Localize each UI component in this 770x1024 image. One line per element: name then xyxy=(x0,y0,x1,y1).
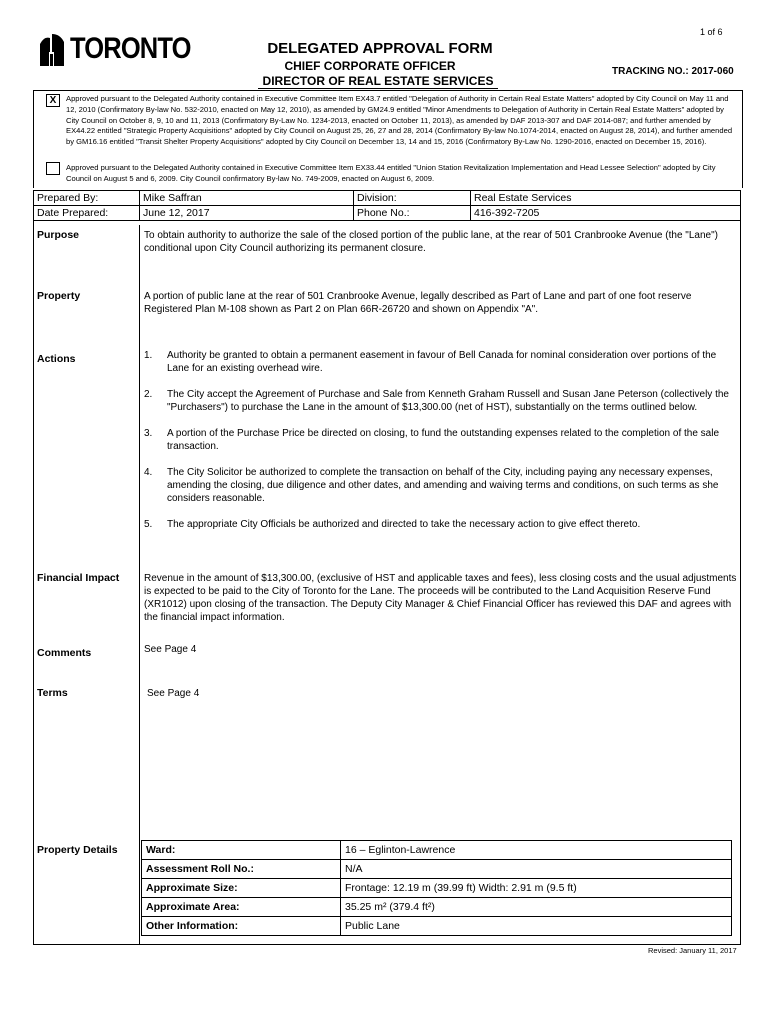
comments-label: Comments xyxy=(37,647,92,659)
approval-checkbox-1[interactable]: X xyxy=(46,94,60,107)
property-details-label: Property Details xyxy=(37,844,118,856)
property-label: Property xyxy=(37,290,81,302)
action-item: 2. The City accept the Agreement of Purchase and Sale from Kenneth Graham Russell and Susan Jane Peterson (collectively the "Purchasers") to purchase the Lane in the amount of $13,300.00 (net of HST), substantially on the terms outlined below. xyxy=(144,389,729,413)
title-underline xyxy=(258,88,498,89)
area-label: Approximate Area: xyxy=(142,898,341,917)
page-number: 1 of 6 xyxy=(700,27,723,37)
action-item: 3. A portion of the Purchase Price be directed on closing, to fund the outstanding expenses related to the completion of the sale transaction. xyxy=(144,428,720,452)
ward-value[interactable]: 16 – Eglinton-Lawrence xyxy=(341,841,732,860)
purpose-text: To obtain authority to authorize the sale of the closed portion of the public lane, at the rear of 501 Cranbrooke Avenue (the "Lane") conditional upon City Council authorizing its permanent closure. xyxy=(144,230,718,254)
financial-impact-label: Financial Impact xyxy=(37,572,120,584)
actions-label: Actions xyxy=(37,353,76,365)
approval-text-1: Approved pursuant to the Delegated Authority contained in Executive Committee Item EX43.7 entitled "Delegation of Authority in Certain Real Estate Matters" adopted by City Council on May 11 and 12, 2010 (Confirmatory By-law No. 532-2010, enacted on May 12, 2010), as amended by GM24.9 entitled "Minor Amendments to Delegation of Authority in Certain Real Estate Matters" adopted by City Council on October 8, 9, 10 and 11, 2013 (Confirmatory By-Law No. 1234-2013, enacted on October 11, 2013), as amended by DAF 2013-307 and DAF 2014-087; and further amended by EX44.22 entitled "Strategic Property Acquisitions" adopted by City Council on August 25, 26, 27 and 28, 2014 (Confirmatory By-law No.1074-2014, enacted on August 28, 2014), and further amended by GM16.16 entitled "Transit Shelter Property Acquisitions" adopted by City Council on December 13, 14 and 15, 2016 (Confirmatory By-Law No. 1290-2016, enacted on December 15, 2016). xyxy=(66,94,733,147)
action-item: 4. The City Solicitor be authorized to complete the transaction on behalf of the City, including paying any necessary expenses, amending the closing, due diligence and other dates, and amending and waiving terms and conditions, on such terms as she considers reasonable. xyxy=(144,467,719,504)
financial-impact-text: Revenue in the amount of $13,300.00, (exclusive of HST and applicable taxes and fees), less closing costs and the usual adjustments is expected to be paid to the City of Toronto for the Lane. The proceeds will be contributed to the Land Acquisition Reserve Fund (XR1012) upon closing of the transaction. The Deputy City Manager & Chief Financial Officer has reviewed this DAF and agrees with the financial impact information. xyxy=(144,573,737,623)
prepared-by-value[interactable]: Mike Saffran xyxy=(140,191,354,206)
table-row xyxy=(142,841,732,860)
other-value[interactable]: Public Lane xyxy=(341,917,732,936)
approval-text-2: Approved pursuant to the Delegated Authority contained in Executive Committee Item EX33.44 entitled "Union Station Revitalization Implementation and Head Lessee Selection" adopted by City Council on August 5 and 6, 2009. City Council confirmatory By-law No. 749-2009, enacted on August 6, 2009. xyxy=(66,163,716,183)
actions-list xyxy=(144,349,740,544)
subtitle-director: DIRECTOR OF REAL ESTATE SERVICES xyxy=(262,74,494,88)
city-hall-icon xyxy=(38,32,68,68)
comments-text: See Page 4 xyxy=(144,644,197,655)
subtitle-cco: CHIEF CORPORATE OFFICER xyxy=(284,59,456,73)
prepared-by-label: Prepared By: xyxy=(34,191,140,206)
phone-label: Phone No.: xyxy=(354,206,471,221)
property-details-table xyxy=(141,840,732,936)
tracking-number: TRACKING NO.: 2017-060 xyxy=(612,66,734,77)
table-row xyxy=(142,879,732,898)
table-row xyxy=(142,898,732,917)
division-value[interactable]: Real Estate Services xyxy=(471,191,741,206)
roll-label: Assessment Roll No.: xyxy=(142,860,341,879)
date-label: Date Prepared: xyxy=(34,206,140,221)
table-row xyxy=(142,917,732,936)
division-label: Division: xyxy=(354,191,471,206)
form-title: DELEGATED APPROVAL FORM xyxy=(267,40,493,57)
terms-label: Terms xyxy=(37,687,68,699)
property-text: A portion of public lane at the rear of 501 Cranbrooke Avenue, legally described as Part of Lane and part of one foot reserve Registered Plan M-108 shown as Part 2 on Plan 66R-26720 and shown on Appendix "A". xyxy=(144,291,692,315)
action-item: 1. Authority be granted to obtain a permanent easement in favour of Bell Canada for nominal consideration over portions of the Lane for an existing overhead wire. xyxy=(144,350,717,374)
roll-value[interactable]: N/A xyxy=(341,860,732,879)
date-value[interactable]: June 12, 2017 xyxy=(140,206,354,221)
ward-label: Ward: xyxy=(142,841,341,860)
phone-value[interactable]: 416-392-7205 xyxy=(471,206,741,221)
column-divider xyxy=(139,225,140,945)
area-value[interactable]: 35.25 m² (379.4 ft²) xyxy=(341,898,732,917)
toronto-logo xyxy=(38,28,191,70)
terms-text: See Page 4 xyxy=(147,688,200,699)
logo-wordmark: TORONTO xyxy=(70,32,191,65)
size-label: Approximate Size: xyxy=(142,879,341,898)
table-row xyxy=(142,860,732,879)
approval-section xyxy=(33,90,743,188)
other-label: Other Information: xyxy=(142,917,341,936)
action-item: 5. The appropriate City Officials be authorized and directed to take the necessary action to give effect thereto. xyxy=(144,519,641,530)
approval-checkbox-2[interactable] xyxy=(46,162,60,175)
revised-date: Revised: January 11, 2017 xyxy=(648,946,737,955)
purpose-label: Purpose xyxy=(37,229,80,241)
size-value[interactable]: Frontage: 12.19 m (39.99 ft) Width: 2.91 m (9.5 ft) xyxy=(341,879,732,898)
